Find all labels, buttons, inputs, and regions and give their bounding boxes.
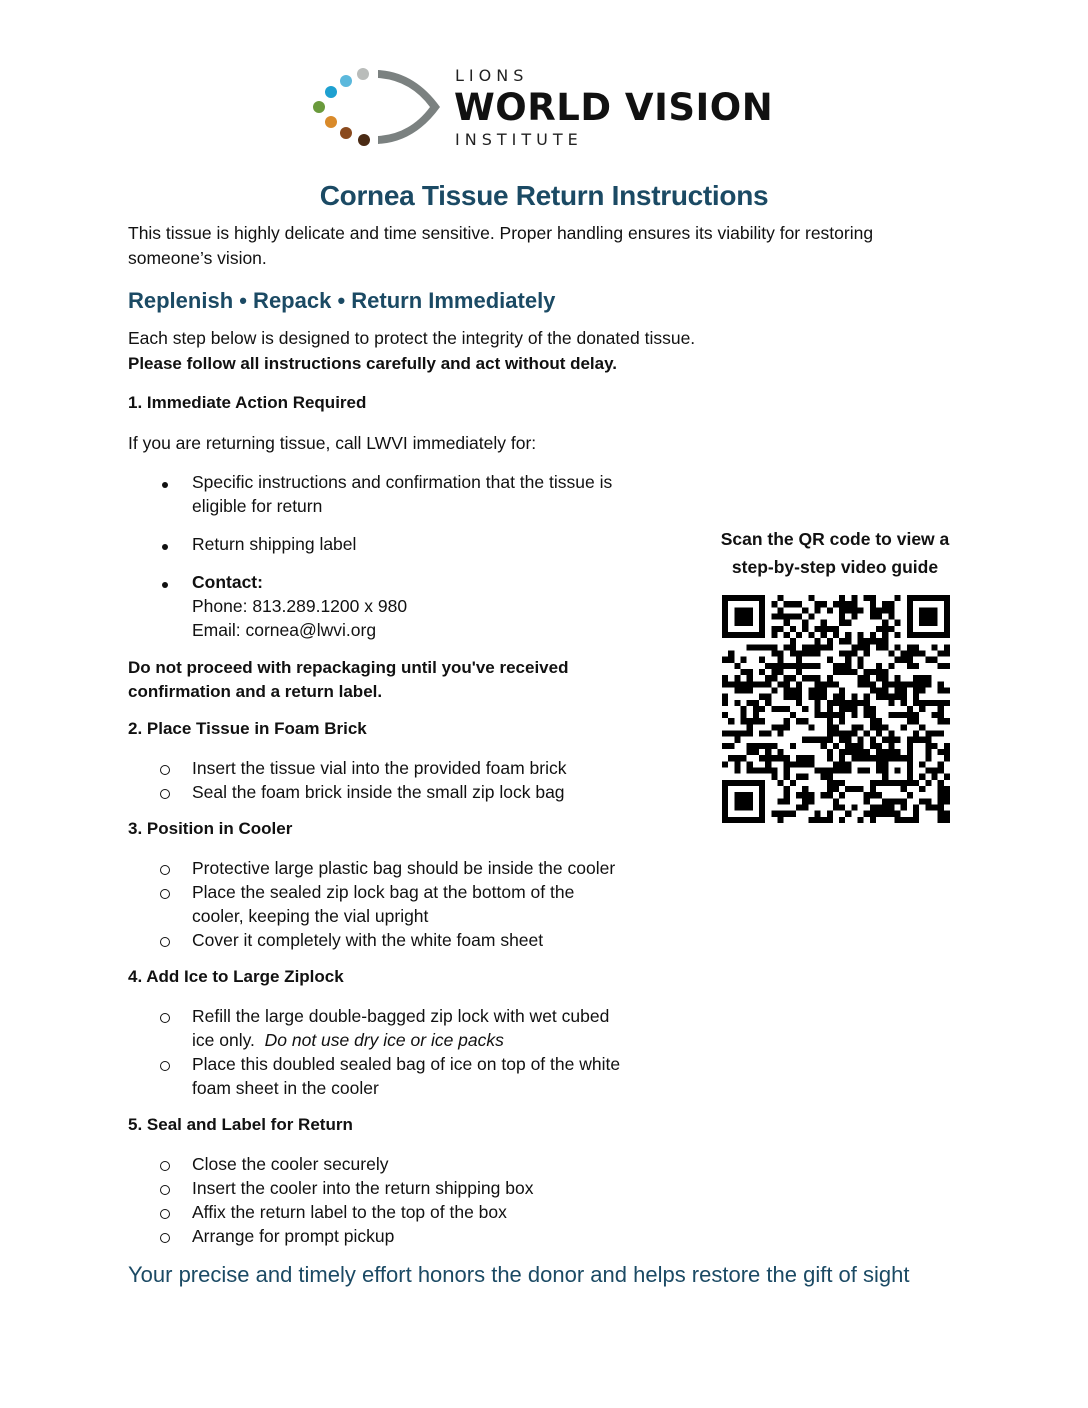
circle-bullet-icon (158, 1224, 172, 1249)
circle-bullet-icon (158, 756, 172, 781)
contact-label: Contact: (192, 572, 263, 592)
logo-world-vision-text: WORLD VISION (454, 86, 774, 129)
circle-bullet-icon (158, 1004, 172, 1029)
bullet-icon (158, 470, 172, 494)
step-3-heading: 3. Position in Cooler (128, 819, 293, 838)
circle-bullet-icon (158, 928, 172, 953)
circle-bullet-icon (158, 1052, 172, 1077)
step-5-heading: 5. Seal and Label for Return (128, 1115, 353, 1134)
section-subheading: Replenish • Repack • Return Immediately (128, 288, 556, 313)
lead-line-1: Each step below is designed to protect the integrity of the donated tissue. (128, 328, 696, 348)
contact-email[interactable]: Email: cornea@lwvi.org (192, 620, 377, 640)
step-1-intro: If you are returning tissue, call LWVI immediately for: (128, 433, 537, 453)
step-1-heading: 1. Immediate Action Required (128, 393, 367, 412)
circle-bullet-icon (158, 880, 172, 905)
dry-ice-warning: Do not use dry ice or ice packs (264, 1030, 504, 1050)
intro-line-1: This tissue is highly delicate and time sensitive. Proper handling ensures its viability for restoring (128, 223, 874, 243)
circle-bullet-icon (158, 856, 172, 881)
logo-lions-text: LIONS (455, 66, 529, 85)
contact-phone[interactable]: Phone: 813.289.1200 x 980 (192, 596, 408, 616)
qr-caption: Scan the QR code to view a step-by-step video guide (720, 529, 950, 577)
warning-line-1: Do not proceed with repackaging until you've received (128, 658, 569, 677)
circle-bullet-icon (158, 1200, 172, 1225)
page-title: Cornea Tissue Return Instructions (319, 180, 769, 211)
qr-code-icon[interactable] (722, 595, 950, 823)
closing-message: Your precise and timely effort honors the donor and helps restore the gift of sight (128, 1262, 910, 1287)
circle-bullet-icon (158, 1176, 172, 1201)
bullet-icon (158, 570, 172, 594)
step-2-heading: 2. Place Tissue in Foam Brick (128, 719, 367, 738)
circle-bullet-icon (158, 780, 172, 805)
circle-bullet-icon (158, 1152, 172, 1177)
logo (310, 62, 790, 157)
logo-eye-icon (310, 62, 445, 157)
step-4-heading: 4. Add Ice to Large Ziplock (128, 967, 344, 986)
warning-line-2: confirmation and a return label. (128, 682, 383, 701)
lead-line-2: Please follow all instructions carefully and act without delay. (128, 354, 618, 373)
intro-line-2: someone’s vision. (128, 248, 267, 268)
logo-institute-text: INSTITUTE (455, 130, 583, 149)
bullet-icon (158, 532, 172, 556)
